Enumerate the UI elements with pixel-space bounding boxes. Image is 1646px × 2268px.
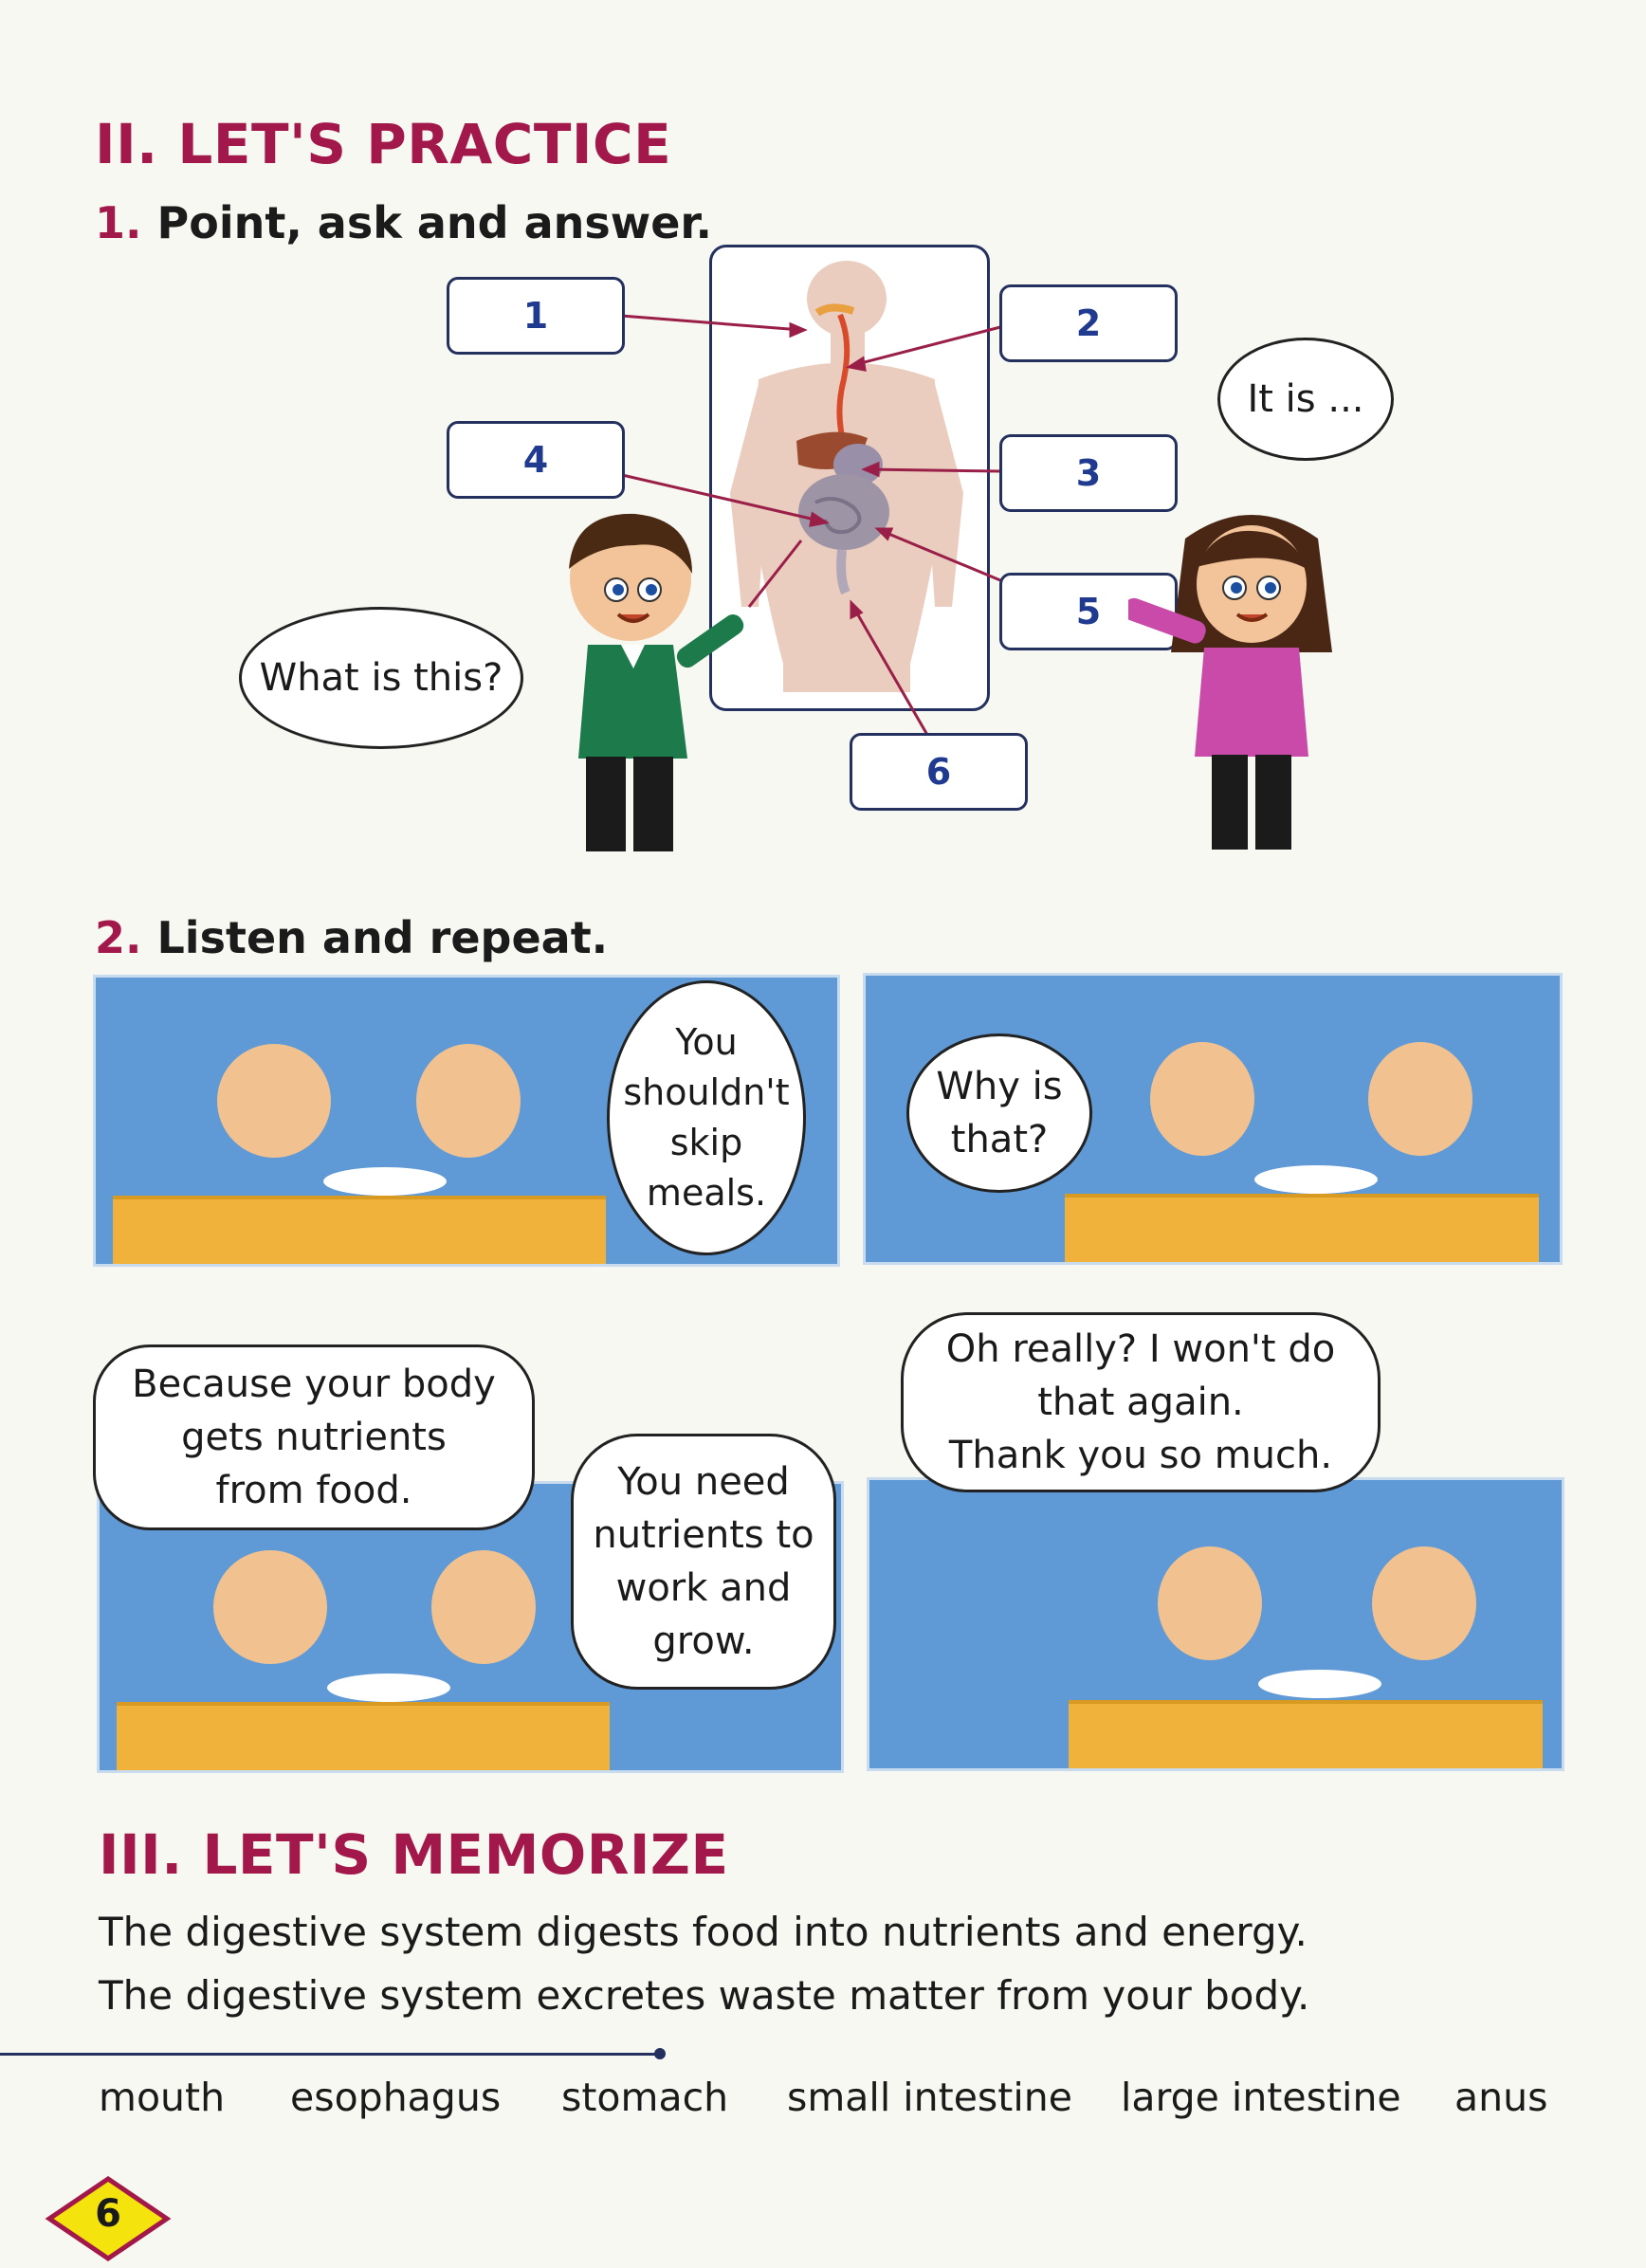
comic-bubble-3b <box>571 1434 836 1690</box>
comic-panel-4 <box>867 1477 1564 1771</box>
word-stomach: stomach <box>561 2075 729 2120</box>
comic-bubble-1 <box>607 980 806 1255</box>
label-box-3[interactable]: 3 <box>999 434 1178 512</box>
comic-bubble-3a-line-2: gets nutrients <box>181 1416 447 1459</box>
comic-bubble-1-line-2: shouldn't <box>623 1070 790 1113</box>
boy-character-icon <box>531 503 768 863</box>
girl-2-icon <box>1368 1042 1472 1156</box>
word-esophagus: esophagus <box>290 2075 502 2120</box>
boy-4-icon <box>1158 1546 1262 1660</box>
exercise-2-title: Listen and repeat. <box>156 912 609 963</box>
comic-bubble-3a-line-1: Because your body <box>132 1363 496 1406</box>
section-title-practice: II. LET'S PRACTICE <box>95 112 672 176</box>
table-1 <box>113 1196 606 1267</box>
anus-icon <box>841 550 846 593</box>
speech-bubble-girl <box>1217 338 1394 461</box>
divider-dot-icon <box>654 2048 666 2059</box>
comic-bubble-1-line-4: meals. <box>646 1172 767 1215</box>
speech-bubble-boy-text: What is this? <box>259 656 503 700</box>
label-box-6[interactable]: 6 <box>850 733 1028 811</box>
comic-bubble-3a <box>93 1344 535 1530</box>
label-box-5[interactable]: 5 <box>999 573 1178 650</box>
label-box-1[interactable]: 1 <box>447 277 625 355</box>
exercise-2-heading <box>95 912 608 963</box>
word-small-intestine: small intestine <box>787 2075 1072 2120</box>
food-plate-3-icon <box>327 1674 450 1702</box>
boy-2-icon <box>1150 1042 1254 1156</box>
comic-bubble-3a-line-3: from food. <box>215 1469 412 1512</box>
label-box-4[interactable]: 4 <box>447 421 625 499</box>
label-box-2[interactable]: 2 <box>999 284 1178 362</box>
girl-3-icon <box>431 1550 536 1664</box>
word-large-intestine: large intestine <box>1121 2075 1401 2120</box>
comic-bubble-3b-line-2: nutrients to <box>593 1513 814 1557</box>
exercise-1-number: 1. <box>95 197 142 248</box>
comic-bubble-1-line-1: You <box>675 1020 738 1063</box>
page-number: 6 <box>95 2192 121 2236</box>
comic-bubble-3b-line-4: grow. <box>652 1619 755 1663</box>
section-title-memorize: III. LET'S MEMORIZE <box>99 1822 729 1887</box>
girl-character-icon <box>1128 501 1375 861</box>
table-2 <box>1065 1194 1539 1265</box>
speech-bubble-boy <box>239 607 523 749</box>
memorize-line-1: The digestive system digests food into nutrients and energy. <box>99 1909 1308 1955</box>
memorize-text <box>99 1900 1309 2027</box>
comic-bubble-3b-line-1: You need <box>617 1460 790 1504</box>
body-diagram <box>0 0 1646 948</box>
comic-bubble-4-line-3: Thank you so much. <box>948 1434 1333 1477</box>
comic-bubble-4 <box>901 1312 1381 1492</box>
exercise-2-number: 2. <box>95 912 142 963</box>
food-plate-4-icon <box>1258 1670 1381 1698</box>
table-4 <box>1069 1700 1543 1771</box>
comic-bubble-2-line-1: Why is <box>936 1065 1063 1108</box>
comic-bubble-1-line-3: skip <box>669 1122 743 1163</box>
girl-4-icon <box>1372 1546 1476 1660</box>
comic-bubble-2 <box>906 1033 1092 1193</box>
comic-bubble-3b-line-3: work and <box>615 1566 792 1610</box>
boy-1-icon <box>217 1044 331 1158</box>
boy-3-icon <box>213 1550 327 1664</box>
comic-bubble-2-line-2: that? <box>950 1118 1049 1161</box>
memorize-line-2: The digestive system excretes waste matter from your body. <box>99 1972 1310 2020</box>
speech-bubble-girl-text: It is ... <box>1247 377 1364 421</box>
table-3 <box>117 1702 610 1773</box>
exercise-1-title: Point, ask and answer. <box>156 197 713 248</box>
word-mouth: mouth <box>99 2075 226 2120</box>
word-anus: anus <box>1454 2075 1548 2120</box>
divider-line <box>0 2053 660 2056</box>
comic-bubble-4-line-1: Oh really? I won't do <box>945 1327 1336 1371</box>
food-plate-2-icon <box>1254 1165 1378 1194</box>
girl-1-icon <box>416 1044 521 1158</box>
food-plate-1-icon <box>323 1167 447 1196</box>
comic-bubble-4-line-2: that again. <box>1037 1381 1244 1424</box>
